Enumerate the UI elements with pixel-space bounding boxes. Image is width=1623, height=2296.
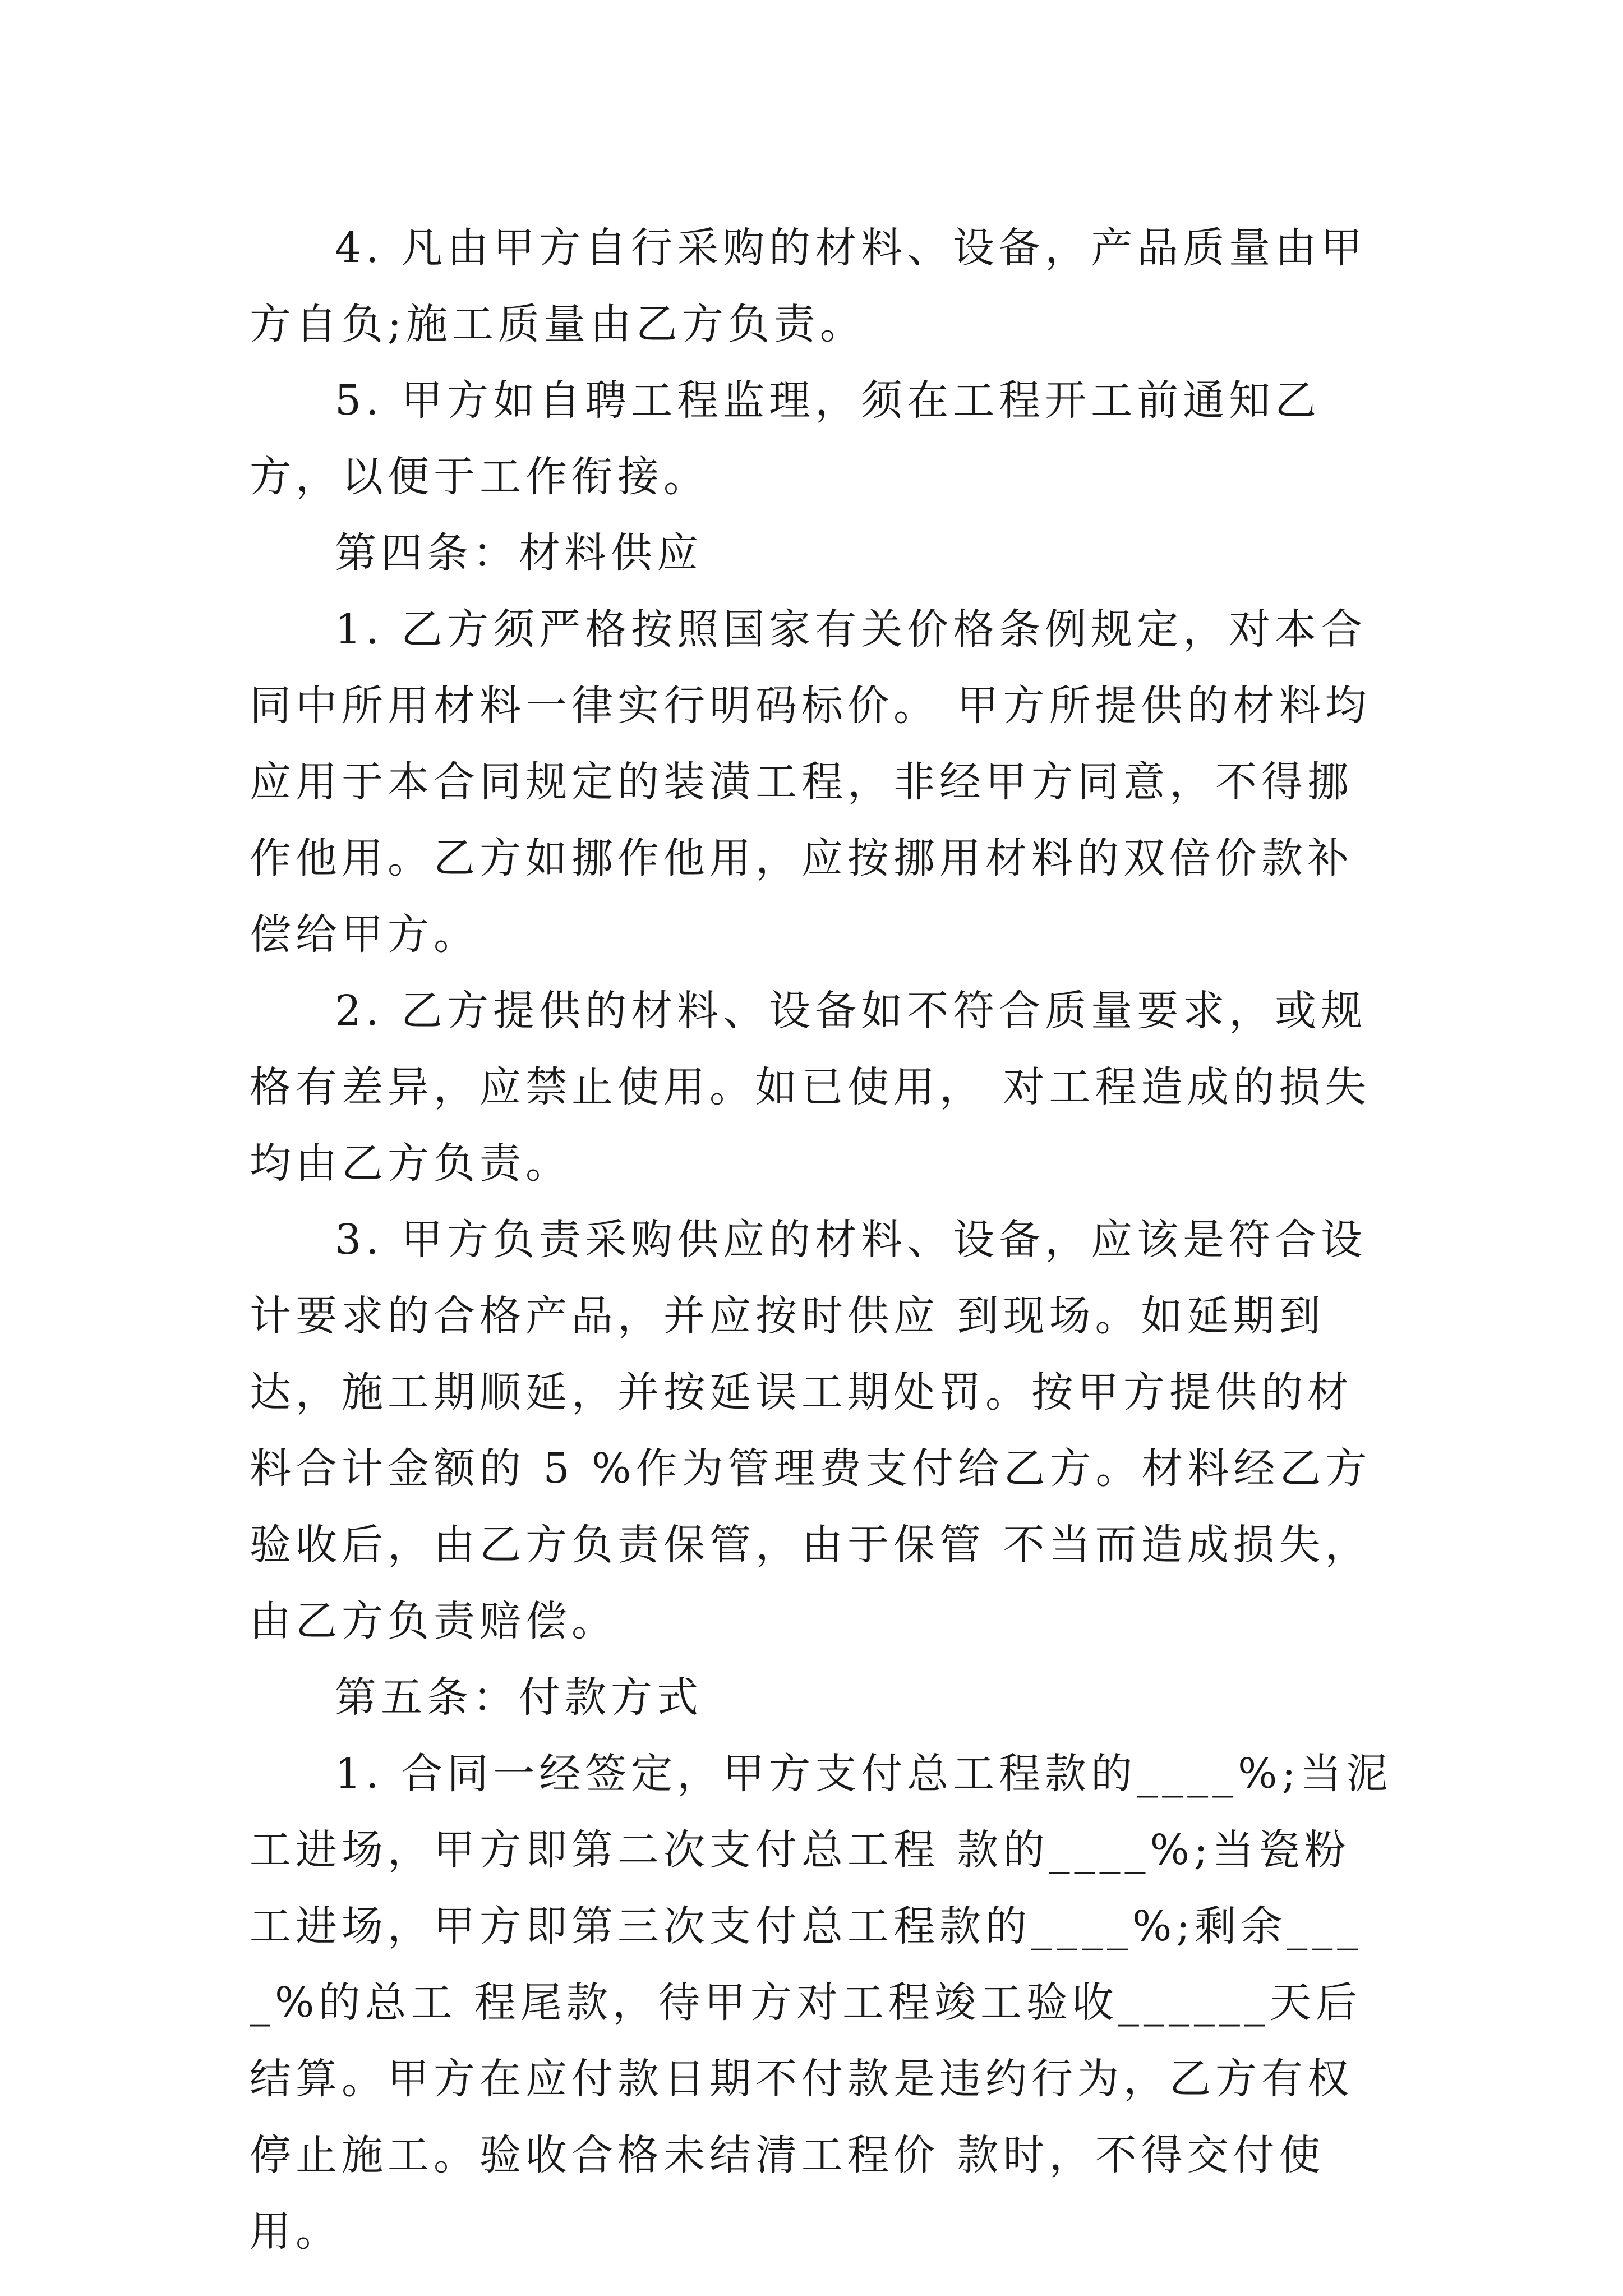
paragraph-item-5: 5. 甲方如自聘工程监理，须在工程开工前通知乙方，以便于工作衔接。 bbox=[250, 376, 1321, 501]
paragraph-item-4: 4. 凡由甲方自行采购的材料、设备，产品质量由甲方自负;施工质量由乙方负责。 bbox=[250, 224, 1367, 348]
paragraph-article-5-item-1: 1. 合同一经签定，甲方支付总工程款的____%;当泥工进场，甲方即第二次支付总工程 款的____%;当瓷粉工进场，甲方即第三次支付总工程款的____%;剩余____%的总工 程尾款，待甲方对工程竣工验收______天后结算。甲方在应付款日期不付款是违约行为，乙方有权停止施工。验收合格未结清工程价 款时，不得交付使用。 bbox=[250, 1750, 1393, 2256]
paragraph-article-4-item-1: 1. 乙方须严格按照国家有关价格条例规定，对本合同中所用材料一律实行明码标价。 甲方所提供的材料均应用于本合同规定的装潢工程，非经甲方同意，不得挪作他用。乙方如挪作他用，应按挪用材料的双倍价款补偿给甲方。 bbox=[250, 605, 1371, 959]
paragraph-article-4-item-2: 2. 乙方提供的材料、设备如不符合质量要求，或规格有差异，应禁止使用。如已使用， 对工程造成的损失均由乙方负责。 bbox=[250, 987, 1371, 1188]
document-body bbox=[250, 210, 1394, 2270]
paragraph-article-4-item-3: 3. 甲方负责采购供应的材料、设备，应该是符合设计要求的合格产品，并应按时供应 到现场。如延期到达，施工期顺延，并按延误工期处罚。按甲方提供的材料合计金额的 5 %作为管理费支付给乙方。材料经乙方验收后，由乙方负责保管，由于保管 不当而造成损失，由乙方负责赔偿。 bbox=[250, 1216, 1372, 1645]
section-heading-article-4: 第四条：材料供应 bbox=[335, 529, 703, 577]
section-heading-article-5: 第五条：付款方式 bbox=[335, 1673, 703, 1722]
